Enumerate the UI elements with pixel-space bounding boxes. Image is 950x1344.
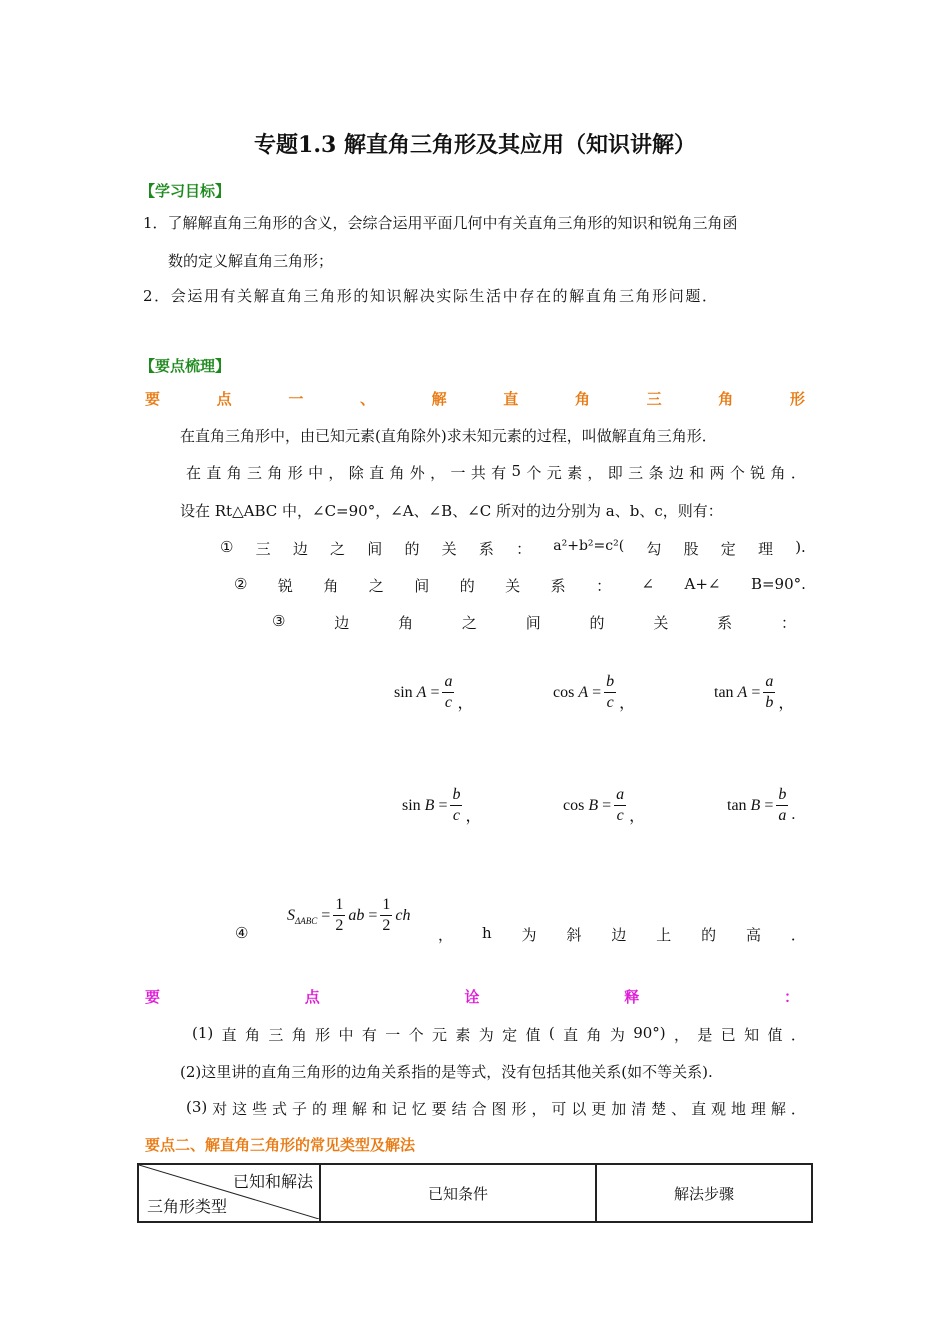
formula-cos-b: cos B = $\frac{a}{c}$ ， bbox=[563, 786, 646, 825]
relation-angles: ② 锐 角 之 间 的 关 系 ： ∠ A+∠ B=90°. bbox=[234, 575, 806, 595]
area-comma: ， bbox=[438, 926, 454, 944]
formula-tan-a: tan A = $\frac{a}{b}$ ， bbox=[714, 673, 795, 712]
column-known-conditions: 已知条件 bbox=[320, 1164, 596, 1222]
objective-1-line-2: 数的定义解直角三角形； bbox=[168, 252, 334, 270]
objective-1-line-1: 1．了解解直角三角形的含义，会综合运用平面几何中有关直角三角形的知识和锐角三角函 bbox=[143, 214, 738, 232]
note-3: (3) 对 这 些 式 子 的 理 解 和 记 忆 要 结 合 图 形 ， 可 以 更 加 清 楚 、 直 观 地 理 解 ． bbox=[186, 1098, 806, 1118]
paragraph-elements: 在 直 角 三 角 形 中 ， 除 直 角 外 ， 一 共 有 5 个 元 素 ， 即 三 条 边 和 两 个 锐 角 ． bbox=[186, 462, 806, 482]
notes-heading: 要 点 诠 释 ： bbox=[145, 988, 799, 1006]
table-corner-cell bbox=[138, 1164, 320, 1222]
page-title: 专题1.3 解直角三角形及其应用（知识讲解） bbox=[254, 132, 696, 158]
corner-top-label: 已知和解法 bbox=[232, 1172, 313, 1191]
paragraph-definition: 在直角三角形中，由已知元素(直角除外)求未知元素的过程，叫做解直角三角形． bbox=[180, 427, 717, 445]
formula-area: S $_{\Delta ABC}$ = $\frac{1}{2}$ ab = $\frac{1}{2}$ ch bbox=[287, 896, 411, 934]
formula-sin-a: sin A = $\frac{a}{c}$ ， bbox=[394, 673, 474, 712]
relation-sides-angles: ③ 边 角 之 间 的 关 系 ： bbox=[272, 612, 796, 632]
formula-cos-a: cos A = $\frac{b}{c}$ ， bbox=[553, 673, 636, 712]
objective-2: 2．会运用有关解直角三角形的知识解决实际生活中存在的解直角三角形问题． bbox=[143, 287, 719, 305]
corner-bottom-label: 三角形类型 bbox=[147, 1197, 228, 1216]
formula-sin-b: sin B = $\frac{b}{c}$ ， bbox=[402, 786, 482, 825]
point-2-heading: 要点二、解直角三角形的常见类型及解法 bbox=[145, 1136, 416, 1154]
area-label: ④ bbox=[235, 924, 249, 942]
area-height-note: h 为 斜 边 上 的 高 ． bbox=[482, 924, 806, 944]
paragraph-setup: 设在 Rt△ABC 中，∠C=90°，∠A、∠B、∠C 所对的边分别为 a、b、c，则有： bbox=[180, 502, 723, 520]
formula-tan-b: tan B = $\frac{b}{a}$ . bbox=[727, 786, 796, 824]
note-2: (2)这里讲的直角三角形的边角关系指的是等式，没有包括其他关系(如不等关系). bbox=[180, 1063, 713, 1081]
relation-sides: ① 三 边 之 间 的 关 系 ： a²+b²=c²( 勾 股 定 理 ). bbox=[220, 538, 806, 558]
column-solution-steps: 解法步骤 bbox=[596, 1164, 812, 1222]
point-1-heading: 要 点 一 、 解 直 角 三 角 形 bbox=[145, 390, 805, 408]
review-heading: 【要点梳理】 bbox=[140, 357, 231, 375]
objectives-heading: 【学习目标】 bbox=[140, 182, 231, 200]
solution-types-table bbox=[137, 1163, 813, 1223]
note-1: (1) 直 角 三 角 形 中 有 一 个 元 素 为 定 值 ( 直 角 为 90°) ， 是 已 知 值 ． bbox=[192, 1024, 806, 1044]
table-header-row bbox=[138, 1164, 812, 1222]
